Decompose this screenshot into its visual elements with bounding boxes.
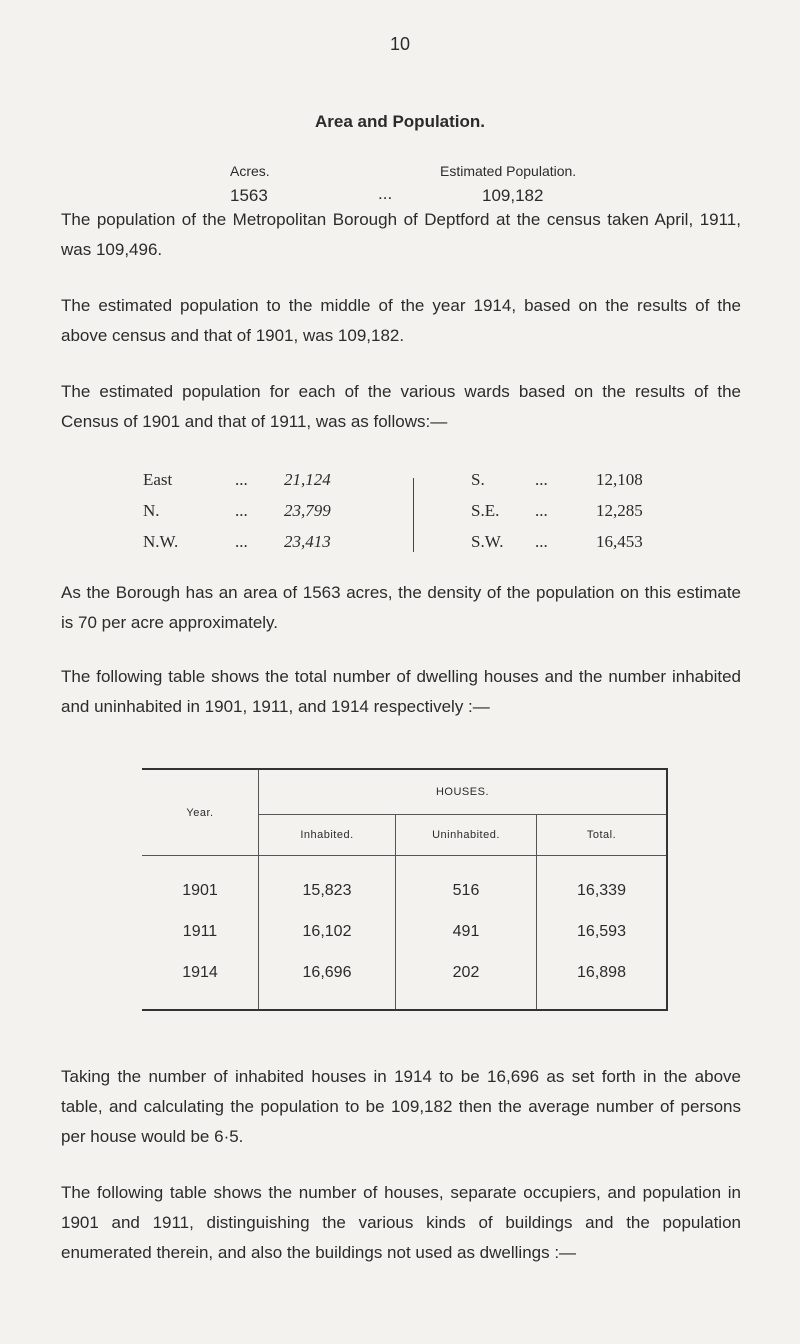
year-cell: 1911 — [142, 911, 259, 952]
acres-label: Acres. — [230, 163, 270, 179]
ward-row — [143, 501, 673, 531]
total-cell: 16,339 — [537, 856, 668, 912]
table-row — [142, 952, 667, 1010]
houses-table — [142, 768, 668, 1011]
estimated-population-value: 109,182 — [482, 186, 544, 205]
leader-dots: ... — [535, 501, 548, 520]
acres-value: 1563 — [230, 186, 268, 205]
paragraph-persons-per-house: Taking the number of inhabited houses in 1914 to be 16,696 as set forth in the above table, and calculating the population to be 109,182 then the average number of persons per house would be 6·5. — [61, 1067, 741, 1146]
paragraph-houses-intro: The following table shows the total number of dwelling houses and the number inhabited and uninhabited in 1901, 1911, and 1914 respectively :— — [61, 667, 741, 716]
ward-population: 21,124 — [284, 470, 331, 489]
inhabited-cell: 16,102 — [259, 911, 396, 952]
year-header: Year. — [142, 769, 259, 856]
inhabited-cell: 16,696 — [259, 952, 396, 1010]
ward-population: 16,453 — [596, 532, 643, 551]
ward-name: S. — [471, 470, 485, 489]
ward-name: N. — [143, 501, 160, 520]
leader-dots: ... — [535, 470, 548, 489]
leader-dots: ... — [535, 532, 548, 551]
uninhabited-cell: 491 — [396, 911, 537, 952]
uninhabited-header: Uninhabited. — [396, 815, 537, 856]
paragraph-census-1911: The population of the Metropolitan Borough of Deptford at the census taken April, 1911, was 109,496. — [61, 210, 741, 259]
paragraph-wards-intro: The estimated population for each of the various wards based on the results of the Census of 1901 and that of 1911, was as follows:— — [61, 382, 741, 431]
houses-group-header: HOUSES. — [259, 769, 668, 815]
year-cell: 1901 — [142, 856, 259, 912]
paragraph-buildings-intro: The following table shows the number of houses, separate occupiers, and population in 1901 and 1911, distinguishing the various kinds of buildings and the population enumerated therein, and also the buildings not used as dwellings :— — [61, 1183, 741, 1262]
table-row — [142, 856, 667, 912]
wards-population-list — [143, 470, 673, 562]
total-cell: 16,898 — [537, 952, 668, 1010]
inhabited-cell: 15,823 — [259, 856, 396, 912]
paragraph-estimate-1914: The estimated population to the middle of the year 1914, based on the results of the above census and that of 1901, was 109,182. — [61, 296, 741, 345]
total-cell: 16,593 — [537, 911, 668, 952]
leader-dots: ... — [235, 532, 248, 551]
leader-dots: ... — [235, 501, 248, 520]
ward-population: 12,108 — [596, 470, 643, 489]
paragraph-density: As the Borough has an area of 1563 acres, the density of the population on this estimate is 70 per acre approximately. — [61, 583, 741, 632]
ward-name: S.W. — [471, 532, 504, 551]
section-title: Area and Population. — [314, 112, 486, 131]
leader-dots: ... — [235, 470, 248, 489]
inhabited-header: Inhabited. — [259, 815, 396, 856]
ward-row — [143, 470, 673, 500]
ward-population: 23,413 — [284, 532, 331, 551]
leader-dots: ... — [378, 184, 393, 203]
year-cell: 1914 — [142, 952, 259, 1010]
uninhabited-cell: 516 — [396, 856, 537, 912]
ward-row — [143, 532, 673, 562]
ward-name: N.W. — [143, 532, 179, 551]
table-row — [142, 911, 667, 952]
ward-name: East — [143, 470, 173, 489]
ward-name: S.E. — [471, 501, 500, 520]
uninhabited-cell: 202 — [396, 952, 537, 1010]
ward-population: 23,799 — [284, 501, 331, 520]
ward-population: 12,285 — [596, 501, 643, 520]
page-number: 10 — [389, 34, 411, 54]
total-header: Total. — [537, 815, 668, 856]
estimated-population-label: Estimated Population. — [440, 163, 577, 179]
